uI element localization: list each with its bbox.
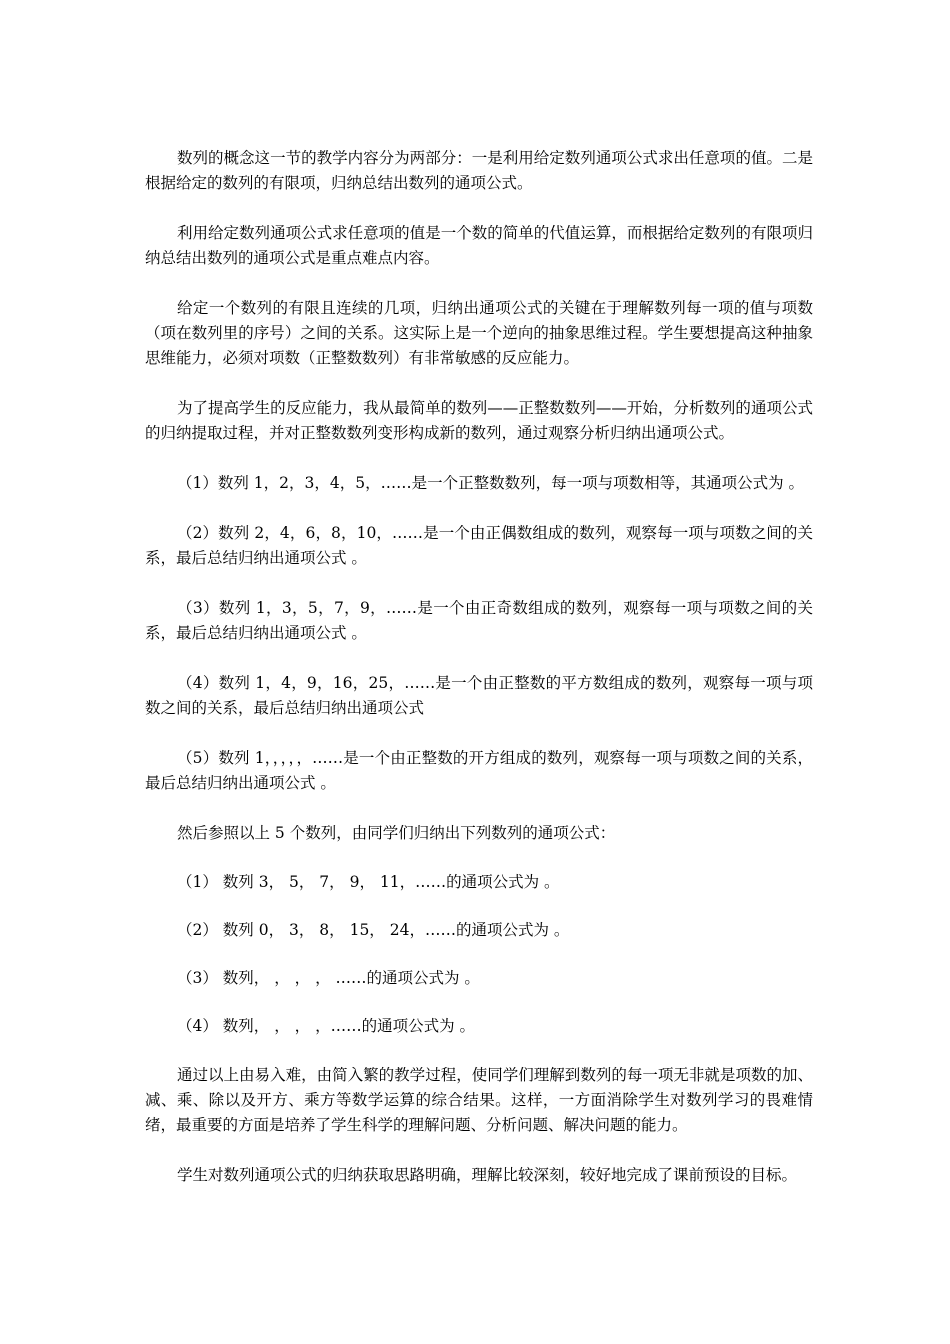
exercise-3: （3） 数列， ， ， ， ……的通项公式为 。 xyxy=(177,969,480,987)
paragraph-intro: 数列的概念这一节的教学内容分为两部分：一是利用给定数列通项公式求出任意项的值。二是根据给定的数列的有限项，归纳总结出数列的通项公式。 xyxy=(145,149,813,192)
exercise-intro: 然后参照以上 5 个数列，由同学们归纳出下列数列的通项公式： xyxy=(177,824,616,842)
paragraph-outcome: 学生对数列通项公式的归纳获取思路明确，理解比较深刻，较好地完成了课前预设的目标。 xyxy=(177,1166,798,1184)
example-1: （1）数列 1，2，3，4，5，……是一个正整数数列，每一项与项数相等，其通项公式为 。 xyxy=(177,474,805,492)
example-3: （3）数列 1，3，5，7，9，……是一个由正奇数组成的数列，观察每一项与项数之间的关系，最后总结归纳出通项公式 。 xyxy=(145,599,813,642)
example-5: （5）数列 1，，，，，……是一个由正整数的开方组成的数列，观察每一项与项数之间的关系，最后总结归纳出通项公式 。 xyxy=(145,749,813,792)
paragraph-conclusion: 通过以上由易入难，由简入繁的教学过程，使同学们理解到数列的每一项无非就是项数的加、减、乘、除以及开方、乘方等数学运算的综合结果。这样，一方面消除学生对数列学习的畏难情绪，最重要的方面是培养了学生科学的理解问题、分析问题、解决问题的能力。 xyxy=(145,1066,813,1134)
paragraph-method: 为了提高学生的反应能力，我从最简单的数列——正整数数列——开始，分析数列的通项公式的归纳提取过程，并对正整数数列变形构成新的数列，通过观察分析归纳出通项公式。 xyxy=(145,399,813,442)
document-body xyxy=(145,146,813,1188)
exercise-4: （4） 数列， ， ， ，……的通项公式为 。 xyxy=(177,1017,475,1035)
paragraph-key-difficulty: 利用给定数列通项公式求任意项的值是一个数的简单的代值运算，而根据给定数列的有限项归纳总结出数列的通项公式是重点难点内容。 xyxy=(145,224,813,267)
exercise-2: （2） 数列 0， 3， 8， 15， 24，……的通项公式为 。 xyxy=(177,921,570,939)
example-4: （4）数列 1，4，9，16，25，……是一个由正整数的平方数组成的数列，观察每一项与项数之间的关系，最后总结归纳出通项公式 xyxy=(145,674,813,717)
paragraph-abstract-thinking: 给定一个数列的有限且连续的几项，归纳出通项公式的关键在于理解数列每一项的值与项数（项在数列里的序号）之间的关系。这实际上是一个逆向的抽象思维过程。学生要想提高这种抽象思维能力，必须对项数（正整数数列）有非常敏感的反应能力。 xyxy=(145,299,813,367)
example-2: （2）数列 2，4，6，8，10，……是一个由正偶数组成的数列，观察每一项与项数之间的关系，最后总结归纳出通项公式 。 xyxy=(145,524,813,567)
exercise-1: （1） 数列 3， 5， 7， 9， 11，……的通项公式为 。 xyxy=(177,873,560,891)
